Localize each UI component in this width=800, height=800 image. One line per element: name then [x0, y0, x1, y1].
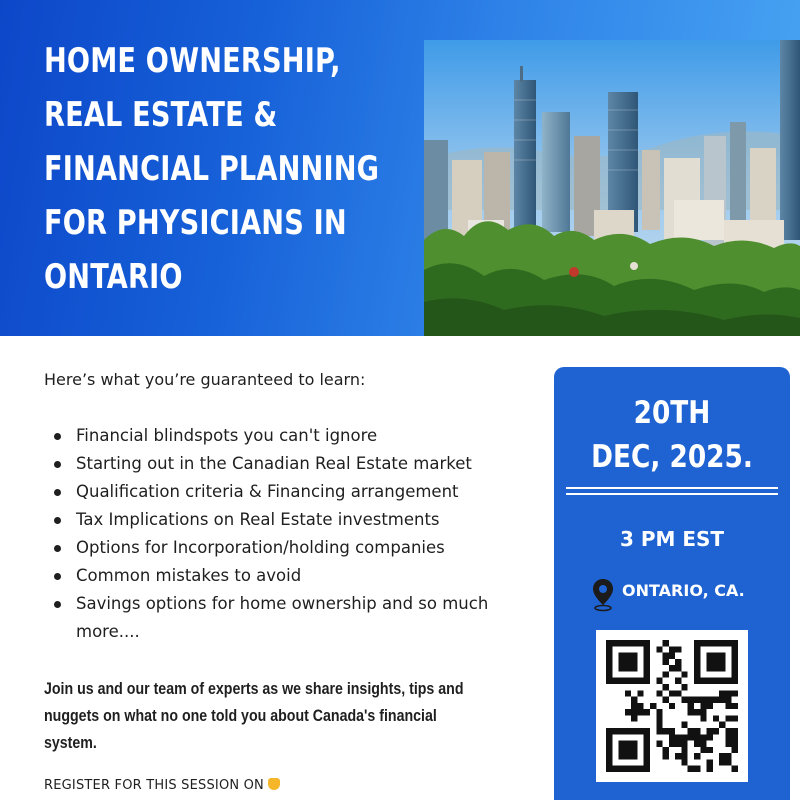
- hero-banner: [0, 0, 800, 336]
- hero-title-line: FOR PHYSICIANS IN: [44, 203, 347, 243]
- register-text: REGISTER FOR THIS SESSION ON: [44, 778, 264, 793]
- list-item: [48, 506, 528, 534]
- event-time: 3 PM EST: [619, 527, 725, 551]
- list-item-text: Qualification criteria & Financing arrangement: [76, 482, 459, 501]
- event-location: ONTARIO, CA.: [622, 581, 745, 600]
- bullet-dot: [54, 573, 61, 580]
- pointing-down-hand-icon: [268, 778, 280, 790]
- hero-title-line: FINANCIAL PLANNING: [44, 149, 380, 189]
- list-item-text: Starting out in the Canadian Real Estate market: [76, 454, 472, 473]
- register-note: [44, 778, 280, 793]
- list-item: [48, 450, 528, 478]
- list-item-text: Options for Incorporation/holding companies: [76, 538, 445, 557]
- list-item: [48, 590, 528, 646]
- divider: [566, 493, 778, 495]
- list-item: [48, 534, 528, 562]
- event-date: [572, 391, 773, 479]
- list-item-text: Financial blindspots you can't ignore: [76, 426, 378, 445]
- hero-title: [44, 34, 412, 304]
- event-date-month-year: DEC, 2025.: [591, 439, 753, 475]
- list-item: [48, 422, 528, 450]
- bullet-dot: [54, 433, 61, 440]
- bullet-dot: [54, 545, 61, 552]
- bullet-dot: [54, 461, 61, 468]
- qr-code-graphic: [606, 640, 738, 772]
- list-item-text: Common mistakes to avoid: [76, 566, 302, 585]
- list-item-text: Tax Implications on Real Estate investments: [76, 510, 440, 529]
- divider: [566, 487, 778, 489]
- map-pin-icon: [592, 578, 614, 612]
- learning-list: [48, 422, 528, 646]
- bullet-dot: [54, 601, 61, 608]
- bullet-dot: [54, 489, 61, 496]
- qr-code[interactable]: [596, 630, 748, 782]
- join-paragraph: Join us and our team of experts as we share insights, tips and nuggets on what no one told you about Canada's financial system.: [44, 680, 464, 752]
- list-item: [48, 562, 528, 590]
- bullet-dot: [54, 517, 61, 524]
- hero-title-line: ONTARIO: [44, 257, 183, 297]
- event-date-day: 20TH: [633, 395, 711, 431]
- hero-title-line: HOME OWNERSHIP,: [44, 41, 341, 81]
- city-skyline-photo: [424, 40, 800, 336]
- list-item: [48, 478, 528, 506]
- learn-intro: Here’s what you’re guaranteed to learn:: [44, 370, 366, 389]
- hero-title-line: REAL ESTATE &: [44, 95, 278, 135]
- list-item-text: Savings options for home ownership and so much more....: [76, 594, 489, 641]
- event-details-card: [554, 367, 790, 800]
